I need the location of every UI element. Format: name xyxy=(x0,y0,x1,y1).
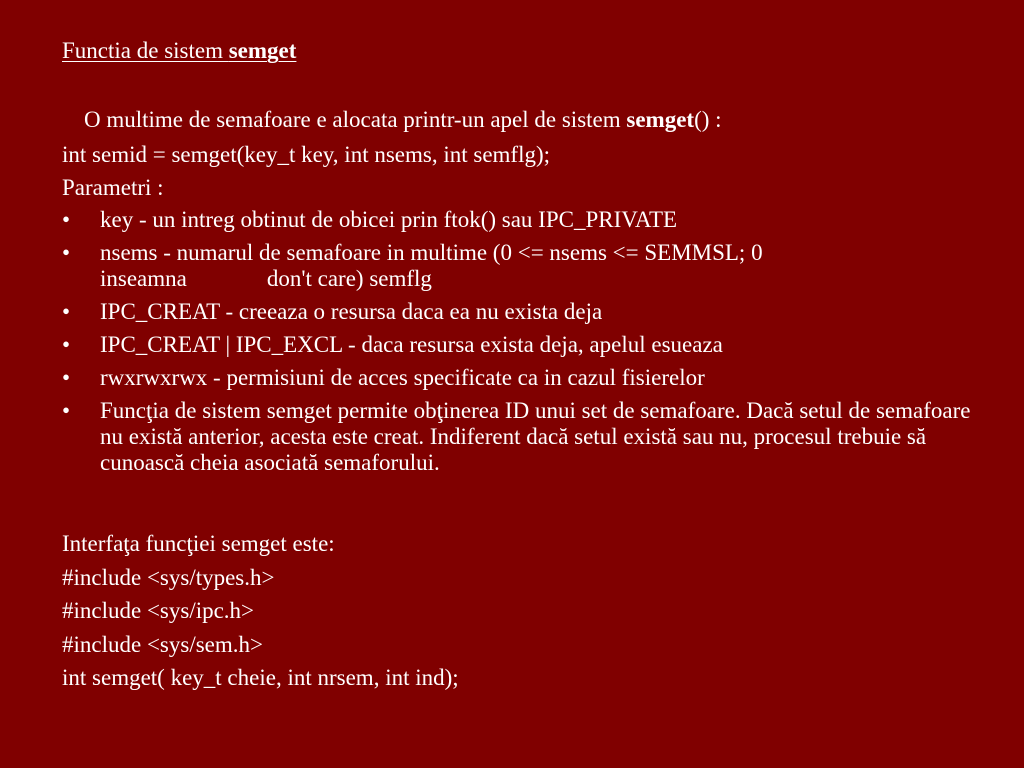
title-prefix: Functia de sistem xyxy=(62,38,229,63)
bullet-item xyxy=(62,332,982,358)
bullet-marker: • xyxy=(62,299,71,324)
bullet-text: IPC_CREAT | IPC_EXCL - daca resursa exista deja, apelul esueaza xyxy=(100,332,723,357)
include-line: #include <sys/ipc.h> xyxy=(62,598,255,623)
bullet-text-line2a: inseamna xyxy=(100,266,187,291)
bullet-item xyxy=(62,398,982,476)
bullet-item xyxy=(62,207,982,233)
bullet-text: key - un intreg obtinut de obicei prin ftok() sau IPC_PRIVATE xyxy=(100,207,678,232)
params-label: Parametri : xyxy=(62,175,164,200)
bullet-text xyxy=(100,240,982,292)
bullet-item xyxy=(62,240,982,292)
slide-title xyxy=(62,38,296,64)
title-bold: semget xyxy=(228,38,297,63)
bullet-text: IPC_CREAT - creeaza o resursa daca ea nu exista deja xyxy=(100,299,603,324)
bullet-text-line2b: don't care) semflg xyxy=(266,266,432,291)
bullet-marker: • xyxy=(62,207,71,232)
bullet-text-line1: nsems - numarul de semafoare in multime (0 <= nsems <= SEMMSL; 0 xyxy=(100,240,763,265)
signature-line: int semid = semget(key_t key, int nsems, int semflg); xyxy=(62,142,551,167)
bullet-marker: • xyxy=(62,398,71,423)
intro-line xyxy=(84,107,722,133)
params-bullet-list xyxy=(62,207,982,483)
bullet-marker: • xyxy=(62,365,71,390)
intro-prefix: O multime de semafoare e alocata printr-un apel de sistem xyxy=(84,107,627,132)
bullet-text: Funcţia de sistem semget permite obţinerea ID unui set de semafoare. Dacă setul de semafoare nu există anterior, acesta este creat. Indiferent dacă setul există sau nu, procesul trebuie să cunoască cheia asociată semaforului. xyxy=(100,398,971,475)
include-line: #include <sys/sem.h> xyxy=(62,632,263,657)
bullet-item xyxy=(62,365,982,391)
intro-suffix: () : xyxy=(694,107,722,132)
include-line: #include <sys/types.h> xyxy=(62,565,275,590)
prototype-line: int semget( key_t cheie, int nrsem, int ind); xyxy=(62,665,459,690)
bullet-item xyxy=(62,299,982,325)
intro-bold: semget xyxy=(626,107,695,132)
bullet-text: rwxrwxrwx - permisiuni de acces specificate ca in cazul fisierelor xyxy=(100,365,705,390)
bullet-marker: • xyxy=(62,332,71,357)
interface-label: Interfaţa funcţiei semget este: xyxy=(62,531,335,556)
bullet-marker: • xyxy=(62,240,71,265)
